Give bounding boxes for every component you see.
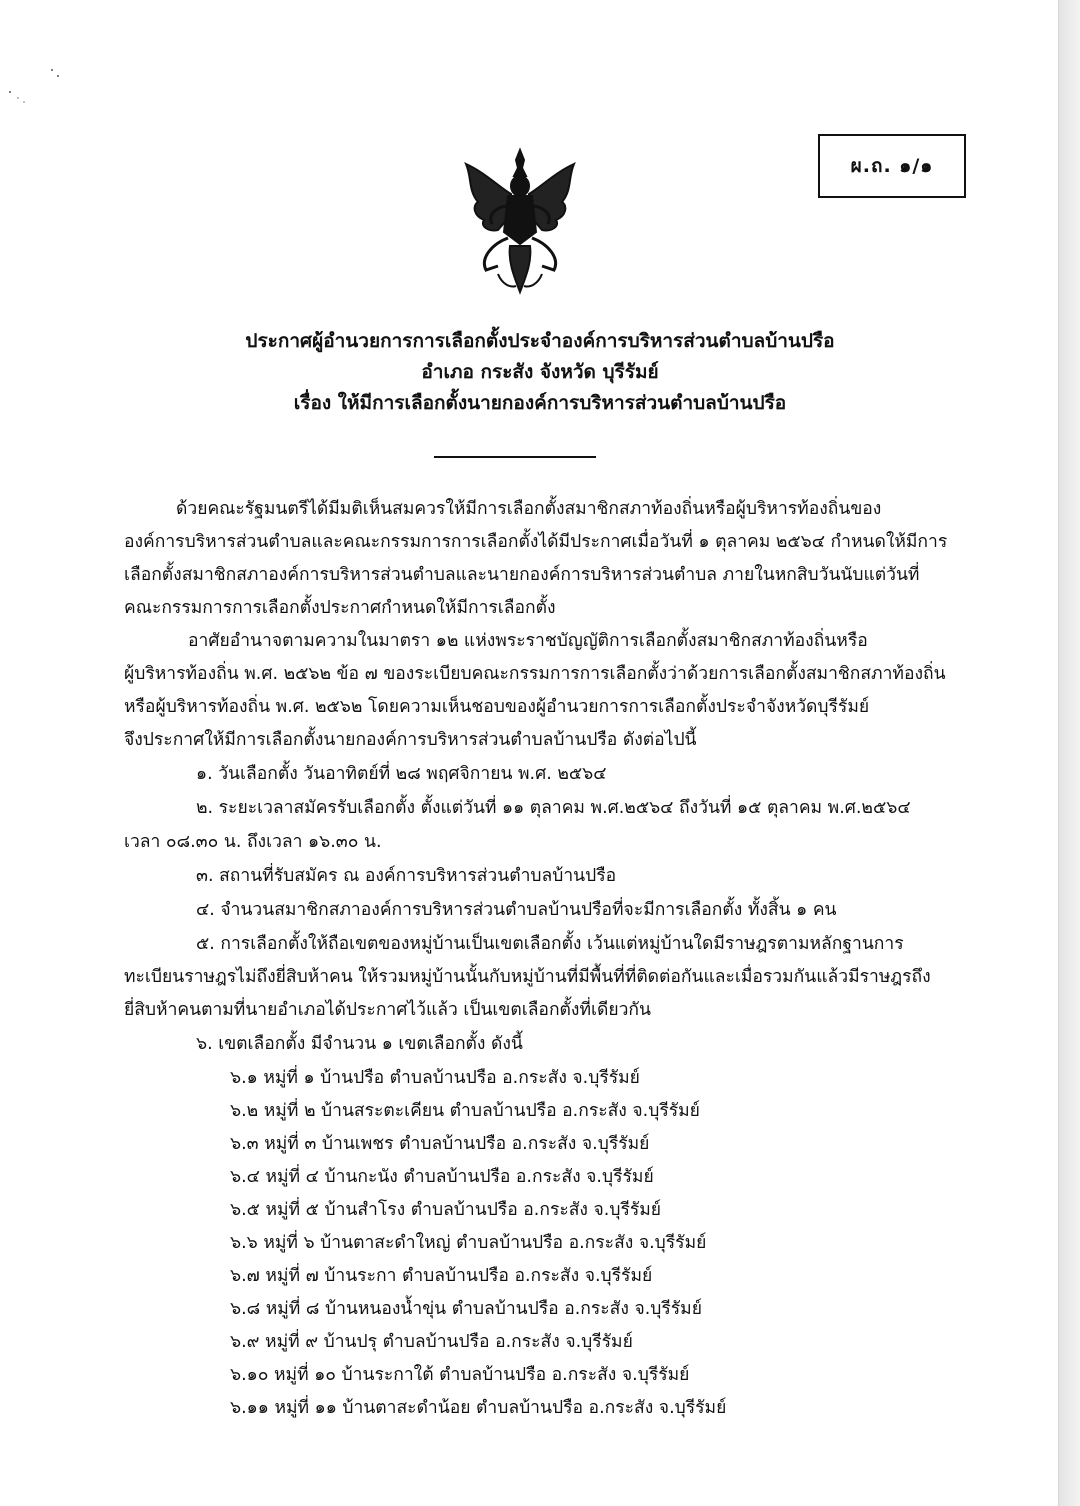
village-6-3: ๖.๓ หมู่ที่ ๓ บ้านเพชร ตำบลบ้านปรือ อ.กระสัง จ.บุรีรัมย์ <box>230 1134 650 1154</box>
para2-line-3: หรือผู้บริหารท้องถิ่น พ.ศ. ๒๕๖๒ โดยความเห็นชอบของผู้อำนวยการการเลือกตั้งประจำจังหวัดบุรีรัมย์ <box>124 697 870 717</box>
para2-line-1: อาศัยอำนาจตามความในมาตรา ๑๒ แห่งพระราชบัญญัติการเลือกตั้งสมาชิกสภาท้องถิ่นหรือ <box>188 631 868 651</box>
village-6-2: ๖.๒ หมู่ที่ ๒ บ้านสระตะเคียน ตำบลบ้านปรือ อ.กระสัง จ.บุรีรัมย์ <box>230 1101 700 1121</box>
para2-line-4: จึงประกาศให้มีการเลือกตั้งนายกองค์การบริหารส่วนตำบลบ้านปรือ ดังต่อไปนี้ <box>124 730 697 750</box>
village-6-8: ๖.๘ หมู่ที่ ๘ บ้านหนองน้ำขุ่น ตำบลบ้านปรือ อ.กระสัง จ.บุรีรัมย์ <box>230 1299 702 1319</box>
para1-line-4: คณะกรรมการการเลือกตั้งประกาศกำหนดให้มีการเลือกตั้ง <box>124 598 556 618</box>
village-6-6: ๖.๖ หมู่ที่ ๖ บ้านตาสะดำใหญ่ ตำบลบ้านปรือ อ.กระสัง จ.บุรีรัมย์ <box>230 1233 707 1253</box>
garuda-emblem-icon <box>458 146 582 298</box>
para2-line-2: ผู้บริหารท้องถิ่น พ.ศ. ๒๕๖๒ ข้อ ๗ ของระเบียบคณะกรรมการการเลือกตั้งว่าด้วยการเลือกตั้งสมาชิกสภาท้องถิ่น <box>124 664 946 684</box>
title-divider <box>434 456 596 458</box>
village-6-4: ๖.๔ หมู่ที่ ๔ บ้านกะนัง ตำบลบ้านปรือ อ.กระสัง จ.บุรีรัมย์ <box>230 1167 654 1187</box>
item-2-line-2: เวลา ๐๘.๓๐ น. ถึงเวลา ๑๖.๓๐ น. <box>124 832 382 852</box>
scan-specks <box>6 66 66 106</box>
village-6-9: ๖.๙ หมู่ที่ ๙ บ้านปรุ ตำบลบ้านปรือ อ.กระสัง จ.บุรีรัมย์ <box>230 1332 633 1352</box>
item-3: ๓. สถานที่รับสมัคร ณ องค์การบริหารส่วนตำบลบ้านปรือ <box>196 866 617 886</box>
item-6: ๖. เขตเลือกตั้ง มีจำนวน ๑ เขตเลือกตั้ง ดังนี้ <box>196 1034 523 1054</box>
village-6-5: ๖.๕ หมู่ที่ ๕ บ้านสำโรง ตำบลบ้านปรือ อ.กระสัง จ.บุรีรัมย์ <box>230 1200 662 1220</box>
item-4: ๔. จำนวนสมาชิกสภาองค์การบริหารส่วนตำบลบ้านปรือที่จะมีการเลือกตั้ง ทั้งสิ้น ๑ คน <box>196 900 837 920</box>
item-1: ๑. วันเลือกตั้ง วันอาทิตย์ที่ ๒๘ พฤศจิกายน พ.ศ. ๒๕๖๔ <box>196 764 607 784</box>
village-6-7: ๖.๗ หมู่ที่ ๗ บ้านระกา ตำบลบ้านปรือ อ.กระสัง จ.บุรีรัมย์ <box>230 1266 653 1286</box>
village-6-10: ๖.๑๐ หมู่ที่ ๑๐ บ้านระกาใต้ ตำบลบ้านปรือ อ.กระสัง จ.บุรีรัมย์ <box>230 1365 690 1385</box>
item-5-line-1: ๕. การเลือกตั้งให้ถือเขตของหมู่บ้านเป็นเขตเลือกตั้ง เว้นแต่หมู่บ้านใดมีราษฎรตามหลักฐานการ <box>196 934 904 954</box>
title-line-3: เรื่อง ให้มีการเลือกตั้งนายกองค์การบริหารส่วนตำบลบ้านปรือ <box>293 392 787 414</box>
form-code: ผ.ถ. ๑/๑ <box>850 155 934 177</box>
para1-line-3: เลือกตั้งสมาชิกสภาองค์การบริหารส่วนตำบลและนายกองค์การบริหารส่วนตำบล ภายในหกสิบวันนับแต่วันที่ <box>124 565 920 585</box>
item-5-line-3: ยี่สิบห้าคนตามที่นายอำเภอได้ประกาศไว้แล้ว เป็นเขตเลือกตั้งที่เดียวกัน <box>124 1000 651 1020</box>
title-line-1: ประกาศผู้อำนวยการการเลือกตั้งประจำองค์การบริหารส่วนตำบลบ้านปรือ <box>245 330 835 352</box>
announcement-title <box>0 326 1080 419</box>
title-line-2: อำเภอ กระสัง จังหวัด บุรีรัมย์ <box>421 361 659 383</box>
para1-line-1: ด้วยคณะรัฐมนตรีได้มีมติเห็นสมควรให้มีการเลือกตั้งสมาชิกสภาท้องถิ่นหรือผู้บริหารท้องถิ่นของ <box>176 499 882 519</box>
item-2-line-1: ๒. ระยะเวลาสมัครรับเลือกตั้ง ตั้งแต่วันที่ ๑๑ ตุลาคม พ.ศ.๒๕๖๔ ถึงวันที่ ๑๕ ตุลาคม พ.ศ.๒๕๖๔ <box>196 798 911 818</box>
form-code-box <box>818 134 966 198</box>
village-6-1: ๖.๑ หมู่ที่ ๑ บ้านปรือ ตำบลบ้านปรือ อ.กระสัง จ.บุรีรัมย์ <box>230 1068 640 1088</box>
village-6-11: ๖.๑๑ หมู่ที่ ๑๑ บ้านตาสะดำน้อย ตำบลบ้านปรือ อ.กระสัง จ.บุรีรัมย์ <box>230 1398 727 1418</box>
item-5-line-2: ทะเบียนราษฎรไม่ถึงยี่สิบห้าคน ให้รวมหมู่บ้านนั้นกับหมู่บ้านที่มีพื้นที่ที่ติดต่อกันและเมื่อรวมกันแล้วมีราษฎรถึง <box>124 967 931 987</box>
para1-line-2: องค์การบริหารส่วนตำบลและคณะกรรมการการเลือกตั้งได้มีประกาศเมื่อวันที่ ๑ ตุลาคม ๒๕๖๔ กำหนดให้มีการ <box>124 532 948 552</box>
viewer-edge <box>1058 0 1080 1506</box>
